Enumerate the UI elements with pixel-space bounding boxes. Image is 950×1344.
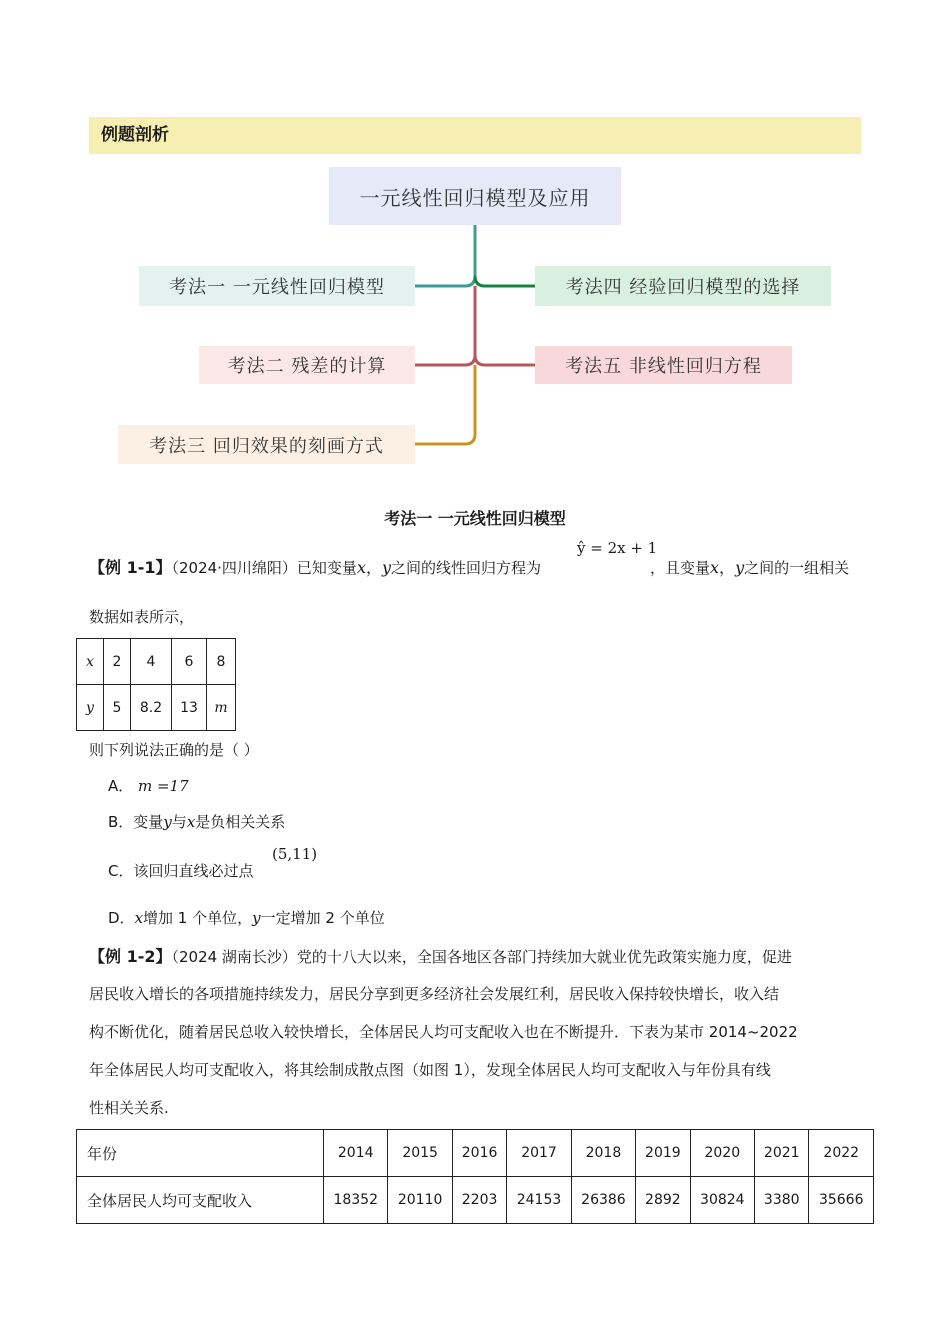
example2-line1 (89, 944, 792, 967)
example1-line1 (89, 555, 541, 578)
table-cell: 2019 (636, 1130, 690, 1177)
table-cell: 30824 (690, 1177, 754, 1224)
regression-equation: ŷ = 2x + 1 (577, 539, 658, 557)
mindmap-root: 一元线性回归模型及应用 (329, 167, 621, 225)
table-cell: 2018 (571, 1130, 635, 1177)
option-b-text: 是负相关关系 (195, 813, 286, 831)
option-a (108, 775, 189, 796)
method-heading: 考法一 一元线性回归模型 (384, 509, 566, 528)
row-label-year: 年份 (77, 1130, 324, 1177)
example2-line3: 构不断优化，随着居民总收入较快增长，全体居民人均可支配收入也在不断提升．下表为某市 2014~2022 (89, 1023, 798, 1041)
example2-line5: 性相关关系. (89, 1099, 169, 1117)
section-title: 例题剖析 (101, 125, 169, 145)
table-row (77, 1130, 874, 1177)
income-table (76, 1129, 874, 1224)
table-cell: 3380 (755, 1177, 809, 1224)
example2-text: （2024 湖南长沙）党的十八大以来，全国各地区各部门持续加大就业优先政策实施力度，促进 (171, 948, 792, 966)
example1-line2: 数据如表所示， (89, 608, 195, 626)
option-d (108, 907, 385, 928)
example1-intro-b: 之间的线性回归方程为 (391, 559, 542, 577)
question-text: 则下列说法正确的是（ ） (89, 741, 259, 759)
option-d-label: D． (108, 909, 135, 927)
example2-tag: 【例 1-2】 (89, 947, 172, 966)
example2-line2: 居民收入增长的各项措施持续发力，居民分享到更多经济社会发展红利，居民收入保持较快增长，收入结 (89, 985, 780, 1003)
data-table-1 (76, 638, 236, 731)
table-cell: 2016 (452, 1130, 506, 1177)
example1-intro-d: 之间的一组相关 (744, 559, 850, 577)
table-cell: 2017 (507, 1130, 571, 1177)
table-cell: 35666 (809, 1177, 874, 1224)
option-a-label: A． (108, 777, 134, 795)
var-y: y (735, 558, 745, 577)
example2-line4: 年全体居民人均可支配收入，将其绘制成散点图（如图 1），发现全体居民人均可支配收入与年份具有线 (89, 1061, 771, 1079)
option-b (108, 811, 285, 832)
table-cell: 8.2 (131, 685, 172, 731)
mindmap-connectors (0, 0, 950, 480)
option-c-expr: (5,11) (272, 845, 318, 863)
table-cell: 26386 (571, 1177, 635, 1224)
option-d-text: 增加 1 个单位， (143, 909, 253, 927)
var-y: y (252, 909, 261, 927)
comma: ， (365, 558, 382, 577)
mindmap-node-method1: 考法一 一元线性回归模型 (139, 266, 415, 306)
table-row (77, 639, 236, 685)
option-d-text: 一定增加 2 个单位 (260, 909, 385, 927)
table-cell: 4 (131, 639, 172, 685)
option-b-label: B． (108, 813, 134, 831)
table-cell: 2015 (388, 1130, 452, 1177)
option-b-text: 变量 (133, 813, 164, 831)
mindmap-node-method2: 考法二 残差的计算 (199, 346, 415, 384)
var-x: x (356, 558, 366, 577)
option-a-expr: m =17 (138, 777, 189, 795)
table-cell: 24153 (507, 1177, 571, 1224)
var-y: y (163, 813, 172, 831)
table-cell: 2203 (452, 1177, 506, 1224)
connector-to-node5 (475, 355, 535, 365)
table-row (77, 1177, 874, 1224)
example1-tag: 【例 1-1】 (89, 558, 172, 577)
option-c-text: 该回归直线必过点 (133, 862, 254, 880)
option-b-text: 与 (171, 813, 187, 831)
table-cell: 2020 (690, 1130, 754, 1177)
row-label-income: 全体居民人均可支配收入 (77, 1177, 324, 1224)
connector-to-node1 (415, 268, 475, 286)
var-x: x (186, 813, 196, 831)
table-cell: y (77, 685, 104, 731)
var-x: x (710, 558, 720, 577)
connector-to-node2 (415, 355, 475, 365)
mindmap-node-method5: 考法五 非线性回归方程 (535, 346, 792, 384)
table-cell: 2022 (809, 1130, 874, 1177)
mindmap-node-method4: 考法四 经验回归模型的选择 (535, 266, 831, 306)
table-cell: 18352 (324, 1177, 388, 1224)
example1-line1-cont (650, 555, 849, 578)
table-row (77, 685, 236, 731)
var-y: y (381, 558, 392, 577)
table-cell: m (207, 685, 236, 731)
table-cell: 2892 (636, 1177, 690, 1224)
table-cell: 13 (172, 685, 207, 731)
connector-to-node4 (475, 276, 535, 286)
table-cell: 8 (207, 639, 236, 685)
table-cell: 6 (172, 639, 207, 685)
table-cell: 2021 (755, 1130, 809, 1177)
option-c (108, 860, 254, 881)
var-x: x (134, 909, 144, 927)
table-cell: 5 (104, 685, 131, 731)
option-c-label: C． (108, 862, 134, 880)
example1-intro-a: （2024·四川绵阳）已知变量 (171, 559, 357, 577)
connector-to-node3 (415, 365, 475, 444)
table-cell: 2014 (324, 1130, 388, 1177)
mindmap-node-method3: 考法三 回归效果的刻画方式 (118, 425, 415, 464)
comma: ， (719, 558, 736, 577)
table-cell: 20110 (388, 1177, 452, 1224)
example1-intro-c: ，且变量 (650, 559, 711, 577)
table-cell: 2 (104, 639, 131, 685)
table-cell: x (77, 639, 104, 685)
